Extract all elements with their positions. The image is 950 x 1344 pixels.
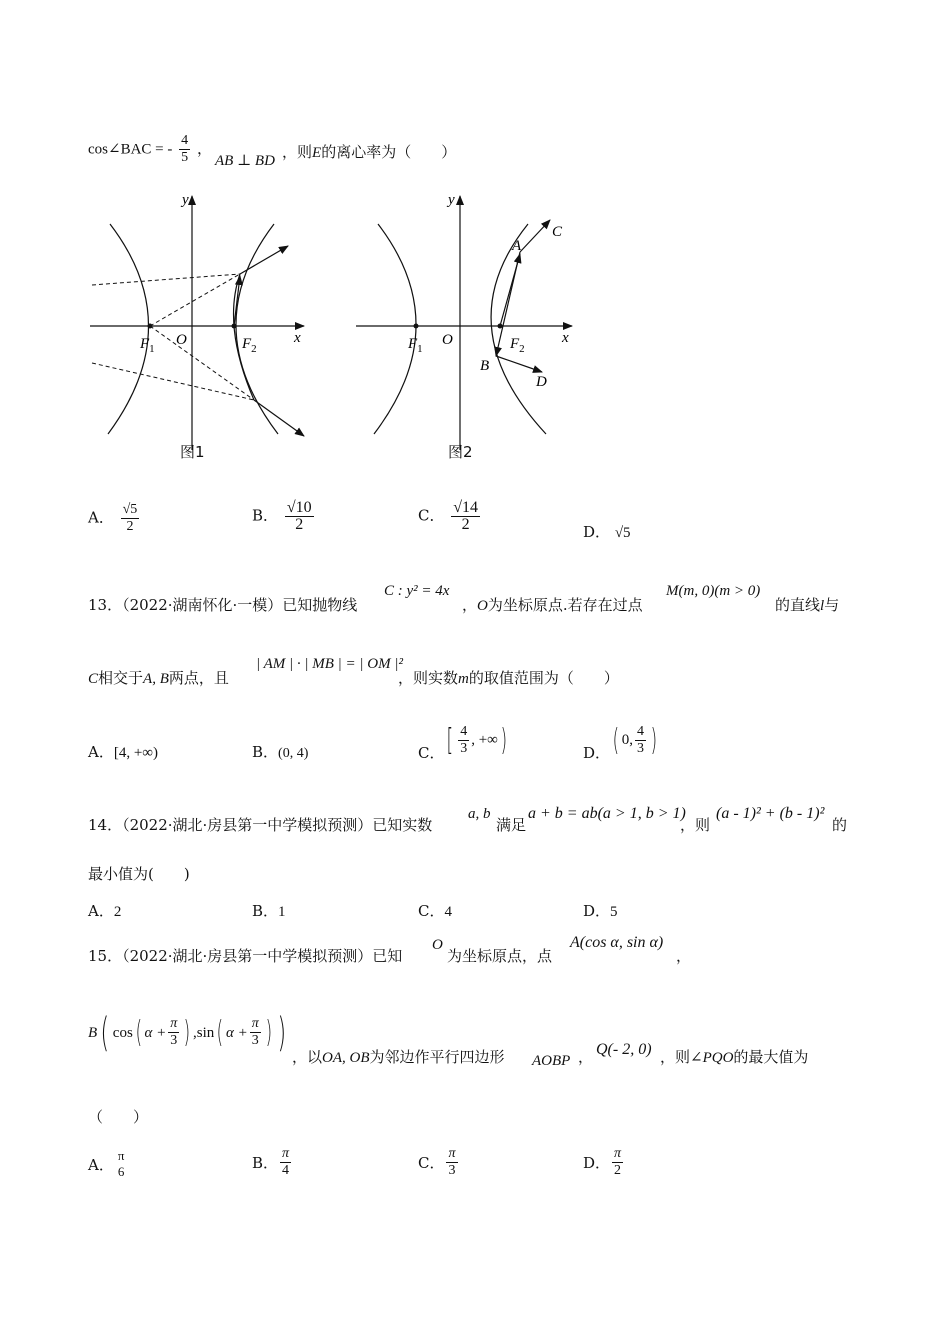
point-d-label: D: [536, 374, 547, 390]
q13-stem-line2-a: C相交于A, B两点，且: [88, 669, 229, 687]
origin-label: O: [176, 332, 187, 348]
figure-1-caption: 图1: [180, 443, 205, 461]
q12-condition-line: cos∠BAC = - $\frac{4}{5}$ ，: [88, 133, 212, 165]
q15-option-a[interactable]: A． π 6: [88, 1148, 125, 1179]
focus-f2-point: [232, 324, 237, 329]
left-branch: [108, 224, 149, 434]
q13-stem-line1-c: 的直线l与: [775, 596, 840, 614]
cos-expression: cos∠BAC = -: [88, 141, 173, 158]
q14-condition: a + b = ab(a > 1, b > 1): [528, 805, 686, 822]
q14-option-d[interactable]: D．5: [583, 902, 618, 920]
q15-option-d[interactable]: D． $\frac{\pi}{2}$: [583, 1146, 622, 1178]
dashed-line-upper: [92, 274, 240, 285]
q15-stem-line1-b: 为坐标原点，点: [447, 947, 553, 965]
focus-f1-point: [148, 324, 153, 329]
dashed-ray-2: [150, 326, 254, 400]
perpendicular-condition: AB ⊥ BD: [215, 153, 275, 169]
dashed-line-lower: [92, 363, 254, 400]
right-branch: [491, 224, 546, 434]
q14-option-b[interactable]: B．1: [252, 902, 286, 920]
q14-option-c[interactable]: C．4: [418, 902, 452, 920]
figure-2-caption: 图2: [448, 443, 473, 461]
focus-f2-point: [498, 324, 503, 329]
q15-option-c[interactable]: C． $\frac{\pi}{3}$: [418, 1146, 456, 1178]
left-branch: [374, 224, 416, 434]
figure-1-hyperbola: [82, 188, 312, 468]
q15-option-b[interactable]: B． $\frac{\pi}{4}$: [252, 1146, 290, 1178]
reflected-ray-lower: [254, 400, 304, 436]
q13-option-c[interactable]: C． [ $\frac{4}{3}$ , +∞ ): [418, 722, 507, 762]
f1-label: $F_1$: [140, 336, 155, 355]
x-axis-label: x: [294, 330, 301, 346]
q14-satisfies: 满足: [496, 816, 527, 834]
q15-point-b: B ( cos ( α + $\frac{\pi}{3}$ ) ,sin ( α + $\frac{\pi}{3}$ ) ): [88, 1009, 287, 1056]
q13-stem-line2-b: ，则实数m的取值范围为（ ）: [398, 669, 619, 687]
figure-2-hyperbola: [350, 188, 580, 468]
q15-point-a: A(cos α, sin α): [570, 934, 664, 951]
cos-fraction: $\frac{4}{5}$: [181, 133, 189, 165]
q15-stem-line1-a: 15．（2022·湖北·房县第一中学模拟预测）已知: [88, 947, 403, 965]
q12-option-b[interactable]: B． $\frac{√10}{2}$: [252, 499, 312, 533]
q13-stem-line1-a: 13．（2022·湖南怀化·一模）已知抛物线: [88, 596, 358, 614]
q13-stem-line1-b: ，O为坐标原点.若存在过点: [462, 596, 643, 614]
q15-stem-line2-a: ，以OA, OB为邻边作平行四边形: [292, 1048, 505, 1066]
x-axis-label: x: [562, 330, 569, 346]
q14-stem-line2: 最小值为( ): [88, 865, 190, 883]
q15-comma-2: ，: [578, 1048, 594, 1066]
y-axis-label: y: [448, 192, 455, 208]
q13-point-m: M(m, 0)(m > 0): [666, 583, 761, 599]
q12-option-c[interactable]: C． $\frac{√14}{2}$: [418, 499, 479, 533]
q14-vars: a, b: [468, 806, 491, 822]
q14-option-a[interactable]: A．2: [88, 902, 122, 920]
q12-option-d[interactable]: D． √5: [583, 523, 631, 541]
f2-label: $F_2$: [510, 336, 525, 355]
ray-a-to-c: [520, 220, 550, 252]
q15-parallelogram: AOBP: [532, 1053, 571, 1069]
q13-condition: | AM | · | MB | = | OM |²: [256, 656, 403, 672]
dashed-ray-1: [150, 274, 240, 326]
q12-option-a[interactable]: A． $\frac{√5}{2}$: [88, 502, 138, 534]
q13-option-a[interactable]: A．[4, +∞): [88, 743, 158, 761]
q14-then: ，则: [680, 816, 711, 834]
focus-f1-point: [414, 324, 419, 329]
q14-expression: (a - 1)² + (b - 1)²: [716, 805, 825, 822]
eccentricity-question: ，则E的离心率为（ ）: [282, 143, 457, 161]
reflected-ray-upper: [240, 246, 288, 274]
q15-origin: O: [432, 937, 443, 953]
q14-stem-line1-a: 14．（2022·湖北·房县第一中学模拟预测）已知实数: [88, 816, 433, 834]
q15-stem-line2-b: ，则∠PQO的最大值为: [660, 1048, 809, 1066]
q15-answer-paren: （ ）: [88, 1108, 149, 1126]
q14-of: 的: [832, 816, 848, 834]
q15-comma: ，: [676, 947, 692, 965]
q15-point-q: Q(- 2, 0): [596, 1041, 652, 1058]
origin-label: O: [442, 332, 453, 348]
point-b-label: B: [480, 358, 490, 374]
f2-label: $F_2$: [242, 336, 257, 355]
f1-label: $F_1$: [408, 336, 423, 355]
point-a-label: A: [512, 238, 522, 254]
y-axis-label: y: [182, 192, 189, 208]
q13-option-b[interactable]: B．(0, 4): [252, 743, 309, 761]
q13-parabola-eq: C : y² = 4x: [384, 583, 450, 599]
point-c-label: C: [552, 224, 563, 240]
q13-option-d[interactable]: D． ( 0, $\frac{4}{3}$ ): [583, 722, 658, 762]
